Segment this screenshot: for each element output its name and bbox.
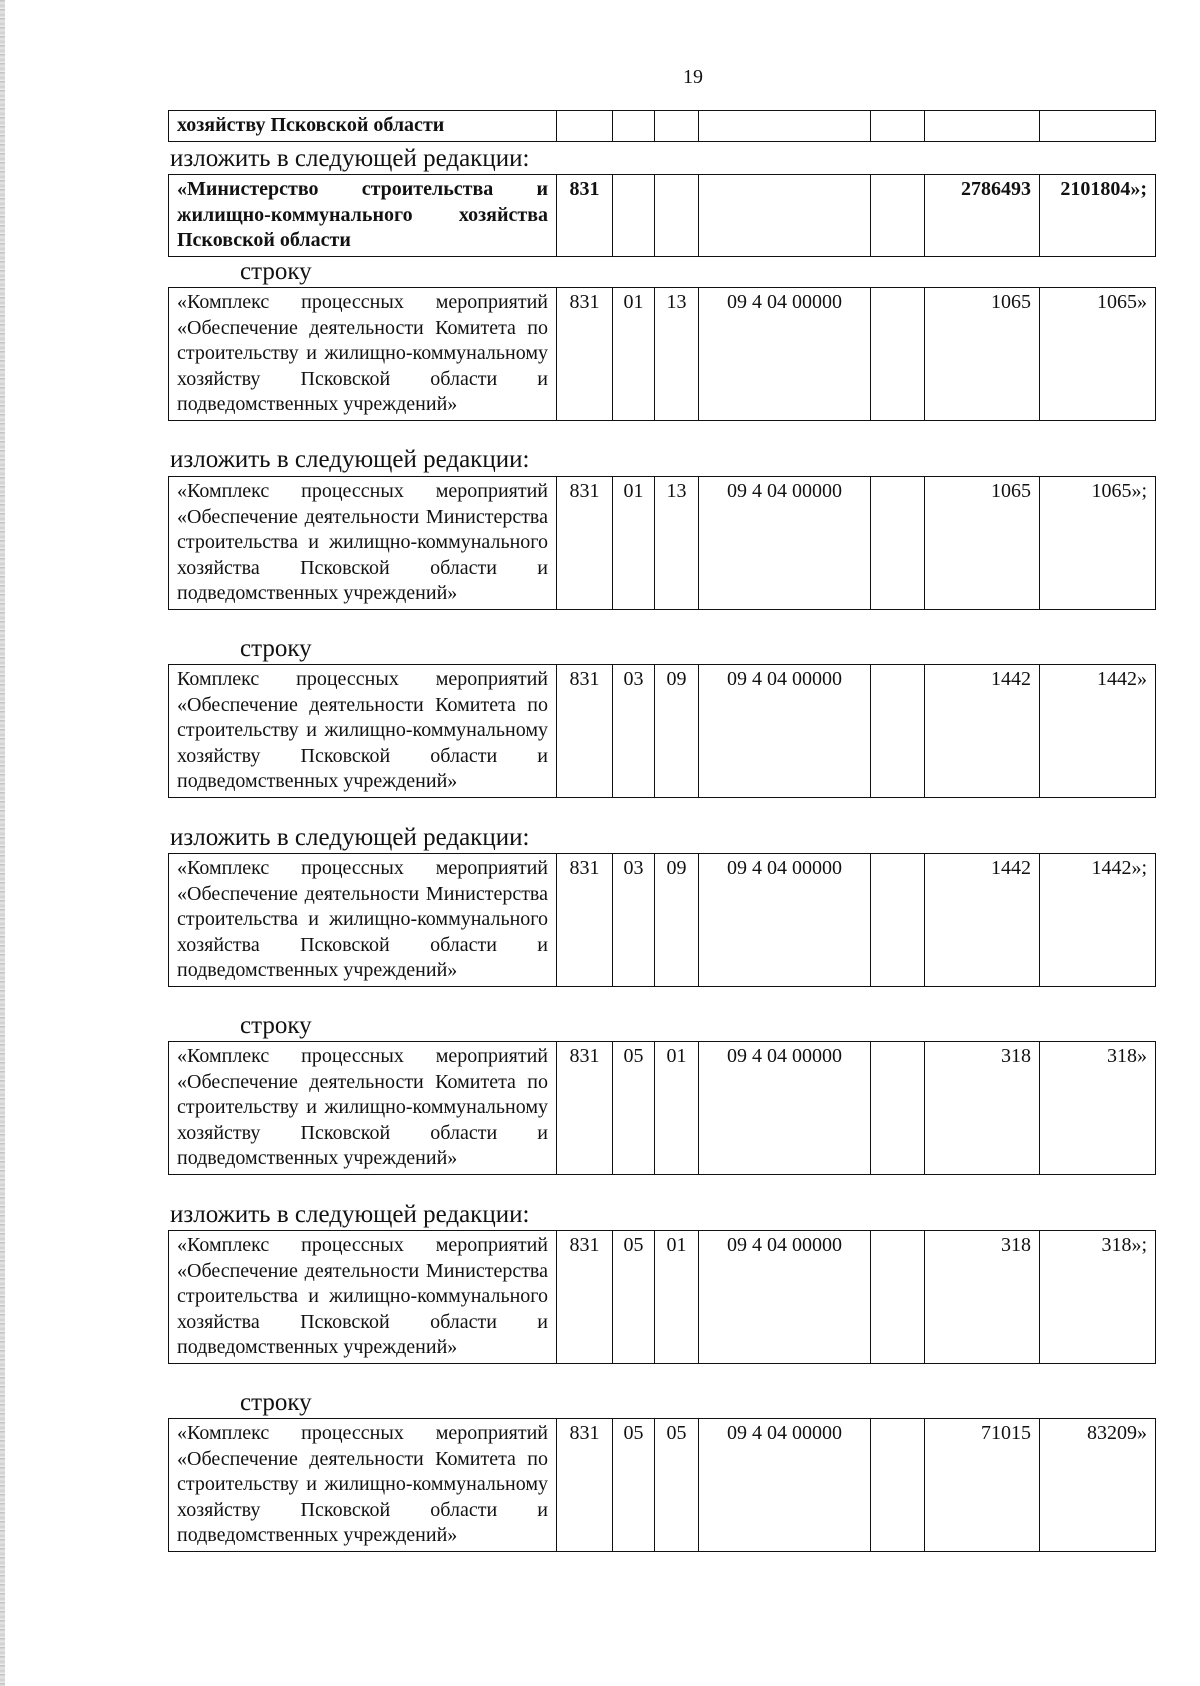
row-description: «Комплекс процессных мероприятий «Обеспечение деятельности Министерства строительства и жилищно-коммунального хозяйства Псковской области и подведомственных учреждений» [169, 477, 557, 610]
table-row [169, 175, 1156, 257]
target-article-code: 09 4 04 00000 [699, 288, 871, 421]
section-code [613, 111, 655, 142]
ved-code: 831 [557, 1419, 613, 1552]
row-description: «Министерство строительства и жилищно-коммунального хозяйства Псковской области [169, 175, 557, 257]
expense-type-code [871, 111, 925, 142]
amount-2: 318»; [1040, 1231, 1156, 1364]
budget-table [168, 1418, 1156, 1552]
row-description: хозяйству Псковской области [169, 111, 557, 142]
caption-edit: изложить в следующей редакции: [170, 446, 530, 473]
amount-2: 1065» [1040, 288, 1156, 421]
target-article-code: 09 4 04 00000 [699, 1231, 871, 1364]
subsection-code: 13 [655, 477, 699, 610]
subsection-code: 13 [655, 288, 699, 421]
expense-type-code [871, 477, 925, 610]
row-description: «Комплекс процессных мероприятий «Обеспечение деятельности Комитета по строительству и жилищно-коммунальному хозяйству Псковской области и подведомственных учреждений» [169, 1419, 557, 1552]
table-row [169, 288, 1156, 421]
expense-type-code [871, 665, 925, 798]
target-article-code: 09 4 04 00000 [699, 854, 871, 987]
table-row [169, 1042, 1156, 1175]
amount-1: 1065 [925, 477, 1040, 610]
budget-table [168, 287, 1156, 421]
amount-1: 71015 [925, 1419, 1040, 1552]
row-description: Комплекс процессных мероприятий «Обеспечение деятельности Комитета по строительству и жилищно-коммунальному хозяйству Псковской области и подведомственных учреждений» [169, 665, 557, 798]
caption-edit: изложить в следующей редакции: [170, 824, 530, 851]
table-row [169, 1419, 1156, 1552]
table-row [169, 854, 1156, 987]
expense-type-code [871, 1419, 925, 1552]
amount-1: 318 [925, 1042, 1040, 1175]
amount-2: 2101804»; [1040, 175, 1156, 257]
amount-2: 1442»; [1040, 854, 1156, 987]
amount-1 [925, 111, 1040, 142]
row-description: «Комплекс процессных мероприятий «Обеспечение деятельности Министерства строительства и жилищно-коммунального хозяйства Псковской области и подведомственных учреждений» [169, 1231, 557, 1364]
table-row [169, 665, 1156, 798]
row-description: «Комплекс процессных мероприятий «Обеспечение деятельности Комитета по строительству и жилищно-коммунальному хозяйству Псковской области и подведомственных учреждений» [169, 288, 557, 421]
section-code: 01 [613, 288, 655, 421]
subsection-code [655, 111, 699, 142]
section-code [613, 175, 655, 257]
budget-table [168, 853, 1156, 987]
section-code: 05 [613, 1419, 655, 1552]
amount-1: 2786493 [925, 175, 1040, 257]
subsection-code: 05 [655, 1419, 699, 1552]
row-description: «Комплекс процессных мероприятий «Обеспечение деятельности Комитета по строительству и жилищно-коммунальному хозяйству Псковской области и подведомственных учреждений» [169, 1042, 557, 1175]
amount-2: 83209» [1040, 1419, 1156, 1552]
caption-edit: изложить в следующей редакции: [170, 1201, 530, 1228]
expense-type-code [871, 175, 925, 257]
caption-row: строку [240, 258, 312, 285]
subsection-code [655, 175, 699, 257]
expense-type-code [871, 288, 925, 421]
table-row [169, 477, 1156, 610]
ved-code: 831 [557, 288, 613, 421]
amount-2: 1442» [1040, 665, 1156, 798]
section-code: 03 [613, 665, 655, 798]
subsection-code: 09 [655, 665, 699, 798]
amount-1: 1442 [925, 854, 1040, 987]
section-code: 05 [613, 1042, 655, 1175]
budget-table [168, 664, 1156, 798]
amount-1: 1442 [925, 665, 1040, 798]
section-code: 01 [613, 477, 655, 610]
target-article-code: 09 4 04 00000 [699, 665, 871, 798]
caption-edit: изложить в следующей редакции: [170, 145, 530, 172]
subsection-code: 01 [655, 1042, 699, 1175]
budget-table [168, 1230, 1156, 1364]
ved-code: 831 [557, 854, 613, 987]
section-code: 03 [613, 854, 655, 987]
amount-1: 318 [925, 1231, 1040, 1364]
section-code: 05 [613, 1231, 655, 1364]
caption-row: строку [240, 635, 312, 662]
ved-code: 831 [557, 175, 613, 257]
ved-code: 831 [557, 477, 613, 610]
expense-type-code [871, 1231, 925, 1364]
table-row [169, 1231, 1156, 1364]
scan-edge-artifact [0, 0, 5, 1686]
subsection-code: 09 [655, 854, 699, 987]
amount-1: 1065 [925, 288, 1040, 421]
ved-code: 831 [557, 1042, 613, 1175]
table-row [169, 111, 1156, 142]
budget-table [168, 1041, 1156, 1175]
subsection-code: 01 [655, 1231, 699, 1364]
row-description: «Комплекс процессных мероприятий «Обеспечение деятельности Министерства строительства и жилищно-коммунального хозяйства Псковской области и подведомственных учреждений» [169, 854, 557, 987]
target-article-code: 09 4 04 00000 [699, 1042, 871, 1175]
expense-type-code [871, 854, 925, 987]
page-number: 19 [683, 66, 703, 88]
ved-code: 831 [557, 1231, 613, 1364]
expense-type-code [871, 1042, 925, 1175]
caption-row: строку [240, 1012, 312, 1039]
target-article-code [699, 175, 871, 257]
amount-2 [1040, 111, 1156, 142]
amount-2: 318» [1040, 1042, 1156, 1175]
target-article-code: 09 4 04 00000 [699, 1419, 871, 1552]
target-article-code: 09 4 04 00000 [699, 477, 871, 610]
ved-code [557, 111, 613, 142]
caption-row: строку [240, 1389, 312, 1416]
amount-2: 1065»; [1040, 477, 1156, 610]
ved-code: 831 [557, 665, 613, 798]
budget-table [168, 476, 1156, 610]
target-article-code [699, 111, 871, 142]
budget-table [168, 174, 1156, 257]
budget-table [168, 110, 1156, 142]
